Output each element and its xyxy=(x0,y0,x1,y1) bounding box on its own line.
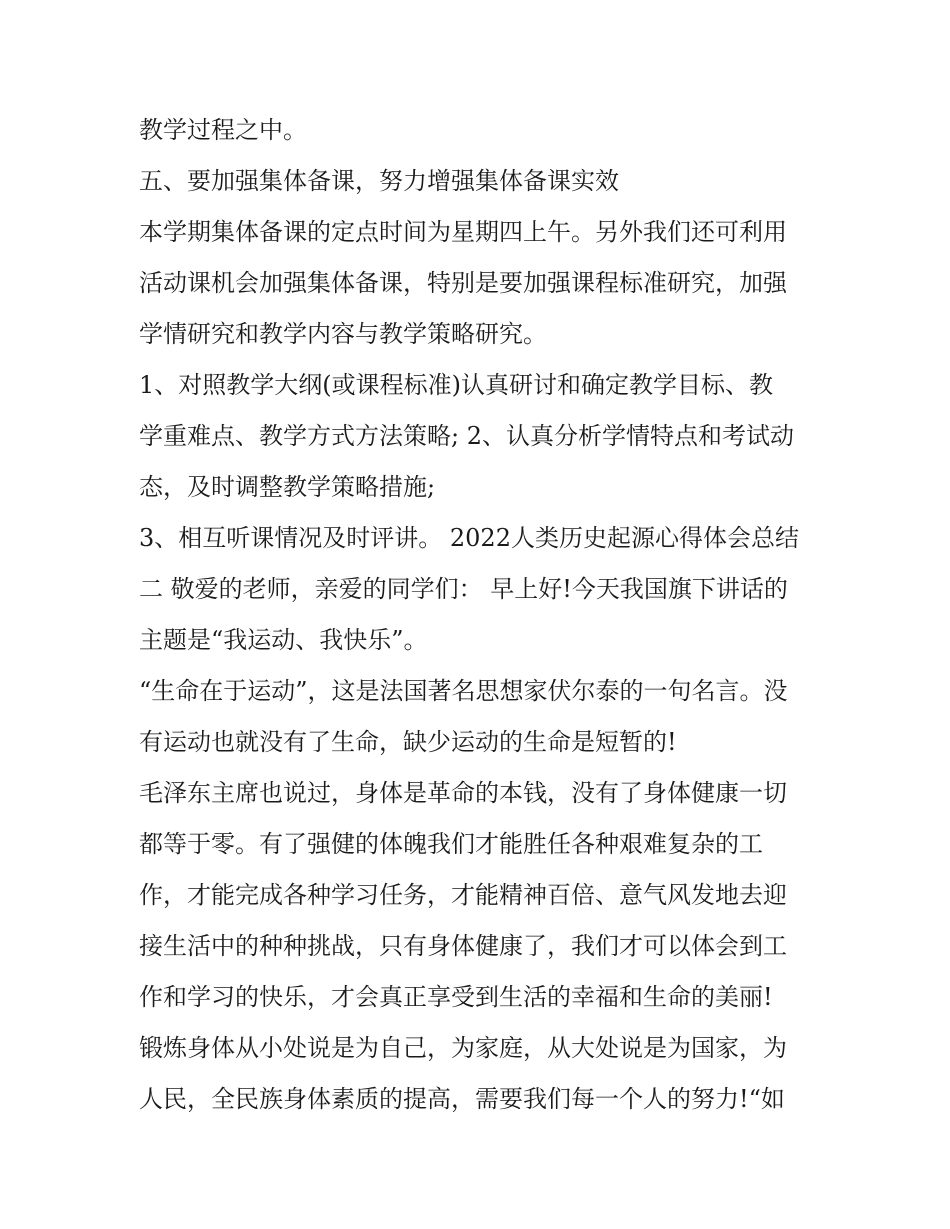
text-line: 1、对照教学大纲(或课程标准)认真研讨和确定教学目标、教 xyxy=(139,371,773,399)
text-line: 主题是“我运动、我快乐”。 xyxy=(139,626,428,654)
section-heading: 五、要加强集体备课，努力增强集体备课实效 xyxy=(139,167,619,195)
text-line: 教学过程之中。 xyxy=(139,116,307,144)
text-line: “生命在于运动”，这是法国著名思想家伏尔泰的一句名言。没 xyxy=(139,677,788,705)
text-line: 活动课机会加强集体备课，特别是要加强课程标准研究，加强 xyxy=(139,269,787,297)
text-line: 学情研究和教学内容与教学策略研究。 xyxy=(139,320,547,348)
text-line: 都等于零。有了强健的体魄我们才能胜任各种艰难复杂的工 xyxy=(139,830,763,858)
text-line: 人民，全民族身体素质的提高，需要我们每一个人的努力!“如 xyxy=(139,1085,785,1113)
text-line: 作，才能完成各种学习任务，才能精神百倍、意气风发地去迎 xyxy=(139,881,787,909)
text-line: 态，及时调整教学策略措施; xyxy=(139,473,436,501)
text-line: 作和学习的快乐，才会真正享受到生活的幸福和生命的美丽! xyxy=(139,983,773,1011)
text-line: 有运动也就没有了生命，缺少运动的生命是短暂的! xyxy=(139,728,677,756)
text-line: 3、相互听课情况及时评讲。 2022人类历史起源心得体会总结 xyxy=(139,524,799,552)
text-line: 接生活中的种种挑战，只有身体健康了，我们才可以体会到工 xyxy=(139,932,787,960)
text-line: 学重难点、教学方式方法策略; 2、认真分析学情特点和考试动 xyxy=(139,422,794,450)
text-line: 本学期集体备课的定点时间为星期四上午。另外我们还可利用 xyxy=(139,218,787,246)
text-line: 毛泽东主席也说过，身体是革命的本钱，没有了身体健康一切 xyxy=(139,779,787,807)
text-line: 锻炼身体从小处说是为自己，为家庭，从大处说是为国家，为 xyxy=(139,1034,787,1062)
text-line: 二 敬爱的老师，亲爱的同学们： 早上好!今天我国旗下讲话的 xyxy=(139,575,788,603)
